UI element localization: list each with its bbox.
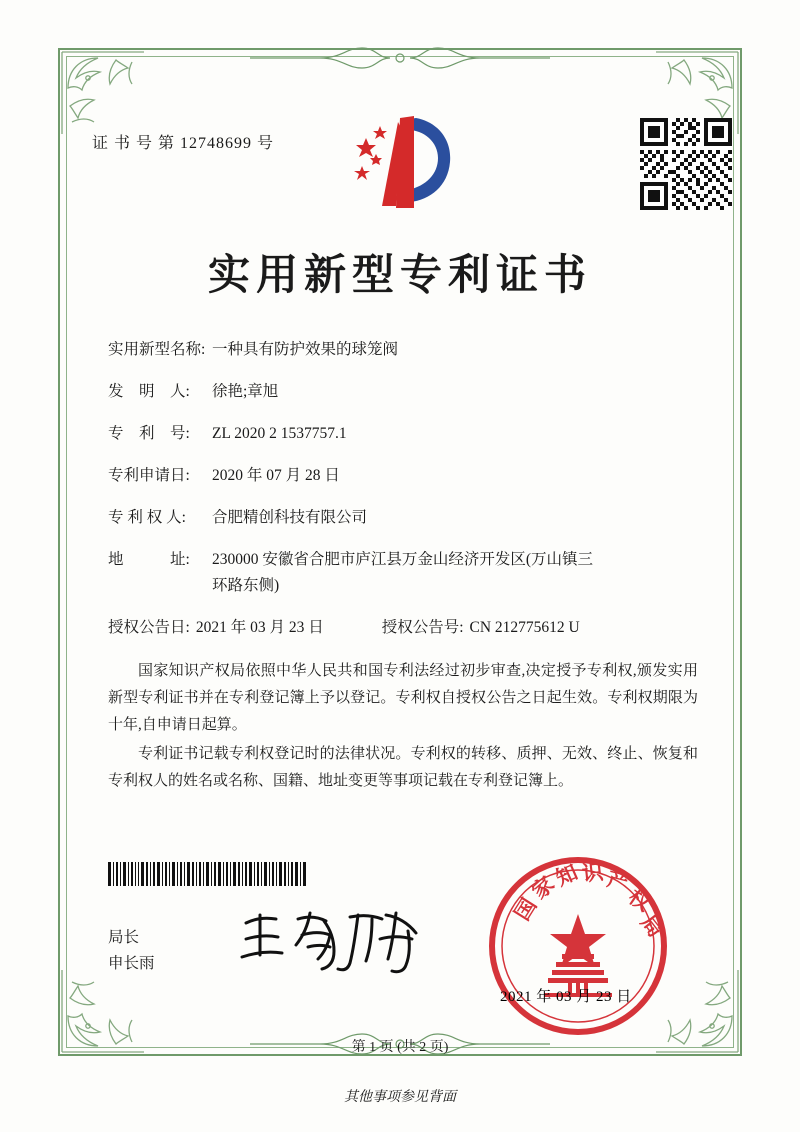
official-red-seal: [482, 850, 674, 1042]
svg-text:识: 识: [581, 859, 605, 886]
field-value: 合肥精创科技有限公司: [212, 509, 368, 526]
svg-text:权: 权: [624, 884, 656, 916]
svg-text:局: 局: [636, 910, 668, 942]
field-label: 实用新型名称:: [108, 341, 206, 358]
announcement-number-value: CN 212775612 U: [469, 619, 580, 636]
field-label: 专利申请日:: [108, 467, 190, 484]
back-side-note: 其他事项参见背面: [344, 1090, 456, 1105]
barcode: [108, 862, 308, 886]
field-label: 专 利 号:: [108, 425, 190, 442]
field-value: ZL 2020 2 1537757.1: [212, 425, 347, 442]
cnipa-logo-icon: [352, 112, 464, 216]
field-value: 徐艳;章旭: [212, 383, 279, 400]
signature-block: [108, 925, 155, 977]
field-inventor: [108, 382, 708, 402]
field-value: 230000 安徽省合肥市庐江县万金山经济开发区(万山镇三: [212, 551, 594, 568]
field-address-line2: 环路东侧): [212, 577, 280, 594]
field-utility-model-name: [108, 340, 708, 360]
handwritten-signature: [238, 905, 428, 977]
field-label: 专 利 权 人:: [108, 509, 186, 526]
paragraph-grant: 国家知识产权局依照中华人民共和国专利法经过初步审查,决定授予专利权,颁发实用新型专利证书并在专利登记簿上予以登记。专利权自授权公告之日起生效。专利权期限为十年,自申请日起算。: [108, 663, 698, 733]
field-label: 地 址:: [108, 551, 190, 568]
field-application-date: [108, 466, 708, 486]
svg-text:国: 国: [509, 894, 542, 925]
announcement-date-value: 2021 年 03 月 23 日: [195, 619, 324, 636]
svg-text:家: 家: [527, 871, 559, 904]
svg-text:产: 产: [604, 866, 631, 895]
field-patent-number: [108, 424, 708, 444]
paragraph-registry: 专利证书记载专利权登记时的法律状况。专利权的转移、质押、无效、终止、恢复和专利权人的姓名或名称、国籍、地址变更等事项记载在专利登记簿上。: [108, 746, 698, 789]
announcement-number-label: 授权公告号:: [381, 619, 464, 636]
field-label: 发 明 人:: [108, 383, 190, 400]
field-address: [108, 550, 708, 570]
page-indicator: 第 1 页 (共 2 页): [351, 1040, 449, 1055]
patent-fields: [108, 340, 708, 660]
field-value: 一种具有防护效果的球笼阀: [212, 341, 399, 358]
page-title: 实用新型专利证书: [207, 253, 592, 299]
legal-text: [108, 658, 698, 797]
field-announcement: [108, 618, 708, 638]
announcement-date-label: 授权公告日:: [108, 619, 190, 636]
seal-date: 2021 年 03 月 23 日: [500, 989, 632, 1005]
qr-code-icon: [640, 118, 732, 210]
field-patentee: [108, 508, 708, 528]
signature-name: 申长雨: [108, 955, 155, 972]
field-value: 2020 年 07 月 28 日: [212, 467, 340, 484]
signature-role: 局长: [108, 929, 140, 946]
svg-text:知: 知: [552, 860, 582, 891]
certificate-number: 证 书 号 第 12748699 号: [92, 135, 275, 152]
